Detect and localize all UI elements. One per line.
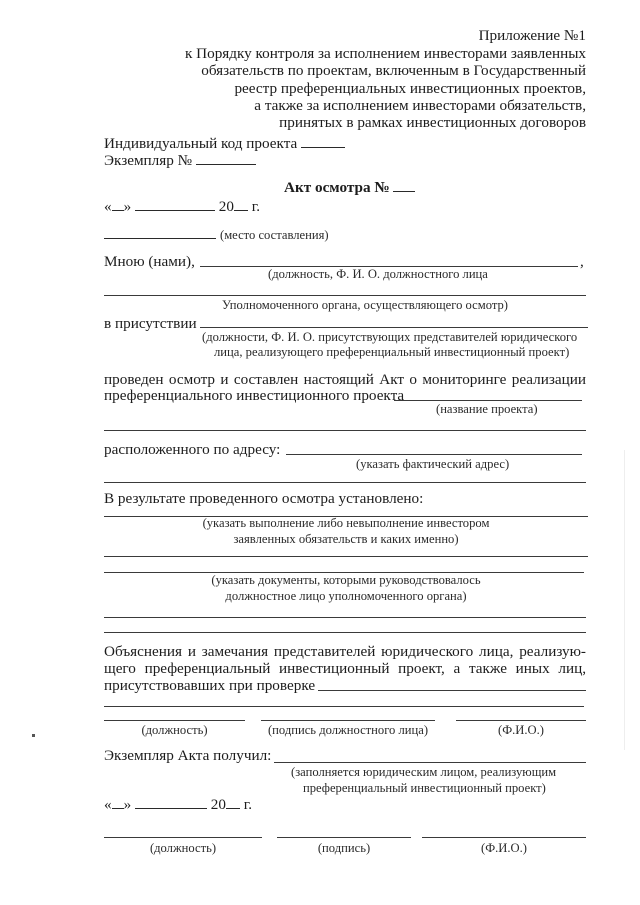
header-line-2: обязательств по проектам, включенным в Государственный <box>201 62 586 79</box>
date-2-row <box>104 796 252 813</box>
presence-caption-2: лица, реализующего преференциальный инвестиционный проект) <box>214 345 570 359</box>
signature-1-signature-caption: (подпись должностного лица) <box>267 723 429 737</box>
explanations-line-1: Объяснения и замечания представителей юридического лица, реализую- <box>104 643 586 660</box>
signature-1-position-caption: (должность) <box>141 723 208 737</box>
address-field-2[interactable] <box>104 482 586 483</box>
signature-1-signature-field[interactable] <box>261 720 435 721</box>
project-name-field-2[interactable] <box>104 430 586 431</box>
date-2-close-quote: » <box>123 796 132 813</box>
received-field[interactable] <box>274 762 586 763</box>
header-line-1: к Порядку контроля за исполнением инвесторами заявленных <box>184 45 586 62</box>
date-2-year-suffix: г. <box>243 796 253 813</box>
date-month-field[interactable] <box>135 198 215 211</box>
place-caption: (место составления) <box>220 228 329 242</box>
explanations-line-2: щего преференциальный инвестиционный проект, а также иных лиц, <box>104 660 586 677</box>
date-2-open-quote: « <box>104 796 112 813</box>
signature-2-position-caption: (должность) <box>149 841 217 855</box>
result-caption-2a: (указать документы, которыми руководствовалось <box>211 573 481 587</box>
project-code-field[interactable] <box>301 135 345 148</box>
result-label: В результате проведенного осмотра установлено: <box>104 490 424 507</box>
header-line-3: реестр преференциальных инвестиционных проектов, <box>234 80 586 97</box>
scan-edge-line <box>624 450 625 750</box>
scan-speck <box>32 734 35 737</box>
result-field-2[interactable] <box>104 556 588 557</box>
received-caption-2: преференциальный инвестиционный проект) <box>303 781 546 795</box>
date-2-year-prefix: 20 <box>210 796 226 813</box>
result-field-4[interactable] <box>104 617 586 618</box>
act-title-row <box>284 179 415 196</box>
signature-2-name-field[interactable] <box>422 837 586 838</box>
signature-1-position-field[interactable] <box>104 720 245 721</box>
copy-number-field[interactable] <box>196 152 256 165</box>
place-field[interactable] <box>104 228 216 239</box>
by-us-caption-2: Уполномоченного органа, осуществляющего осмотр) <box>222 298 508 312</box>
presence-field[interactable] <box>200 327 588 328</box>
inspection-line-2: преференциального инвестиционного проекта <box>104 387 405 404</box>
signature-2-signature-field[interactable] <box>277 837 411 838</box>
presence-caption-1: (должности, Ф. И. О. присутствующих представителей юридического <box>202 330 578 344</box>
place-row <box>104 226 329 244</box>
result-caption-1a: (указать выполнение либо невыполнение инвестором <box>202 516 490 530</box>
result-caption-1b: заявленных обязательств и каких именно) <box>233 532 459 546</box>
date-year-field[interactable] <box>234 198 248 211</box>
act-number-field[interactable] <box>393 179 415 192</box>
copy-number-row <box>104 152 256 169</box>
presence-label: в присутствии <box>104 315 197 332</box>
date-row <box>104 198 260 215</box>
copy-number-label: Экземпляр № <box>104 152 193 169</box>
by-us-label: Мною (нами), <box>104 253 195 270</box>
by-us-comma: , <box>580 253 584 270</box>
signature-1-name-field[interactable] <box>456 720 586 721</box>
explanations-line-3: присутствовавших при проверке <box>104 677 316 694</box>
by-us-field-2[interactable] <box>104 295 586 296</box>
address-field[interactable] <box>286 454 582 455</box>
signature-1-name-caption: (Ф.И.О.) <box>498 723 544 737</box>
project-code-label: Индивидуальный код проекта <box>104 135 298 152</box>
inspection-line-1: проведен осмотр и составлен настоящий Акт о мониторинге реализации <box>104 371 586 388</box>
date-open-quote: « <box>104 198 112 215</box>
explanations-field-1[interactable] <box>318 690 586 691</box>
address-label: расположенного по адресу: <box>104 441 281 458</box>
signature-2-position-field[interactable] <box>104 837 262 838</box>
received-label: Экземпляр Акта получил: <box>104 747 272 764</box>
act-title: Акт осмотра № <box>284 179 390 196</box>
date-2-year-field[interactable] <box>226 796 240 809</box>
date-close-quote: » <box>123 198 132 215</box>
date-day-field[interactable] <box>112 198 124 211</box>
date-year-suffix: г. <box>251 198 261 215</box>
result-field-5[interactable] <box>104 632 586 633</box>
header-line-5: принятых в рамках инвестиционных договоров <box>279 114 586 131</box>
by-us-caption-1: (должность, Ф. И. О. должностного лица <box>268 267 488 281</box>
project-name-caption: (название проекта) <box>436 402 538 416</box>
signature-2-name-caption: (Ф.И.О.) <box>481 841 527 855</box>
address-caption: (указать фактический адрес) <box>356 457 510 471</box>
date-2-day-field[interactable] <box>112 796 124 809</box>
project-name-field[interactable] <box>394 400 582 401</box>
received-caption-1: (заполняется юридическим лицом, реализующим <box>291 765 557 779</box>
result-caption-2b: должностное лицо уполномоченного органа) <box>225 589 467 603</box>
header-line-4: а также за исполнением инвесторами обязательств, <box>254 97 586 114</box>
signature-2-signature-caption: (подпись) <box>317 841 371 855</box>
date-2-month-field[interactable] <box>135 796 207 809</box>
explanations-field-2[interactable] <box>104 706 584 707</box>
appendix-title: Приложение №1 <box>478 27 586 44</box>
date-year-prefix: 20 <box>218 198 234 215</box>
project-code-row <box>104 135 345 152</box>
